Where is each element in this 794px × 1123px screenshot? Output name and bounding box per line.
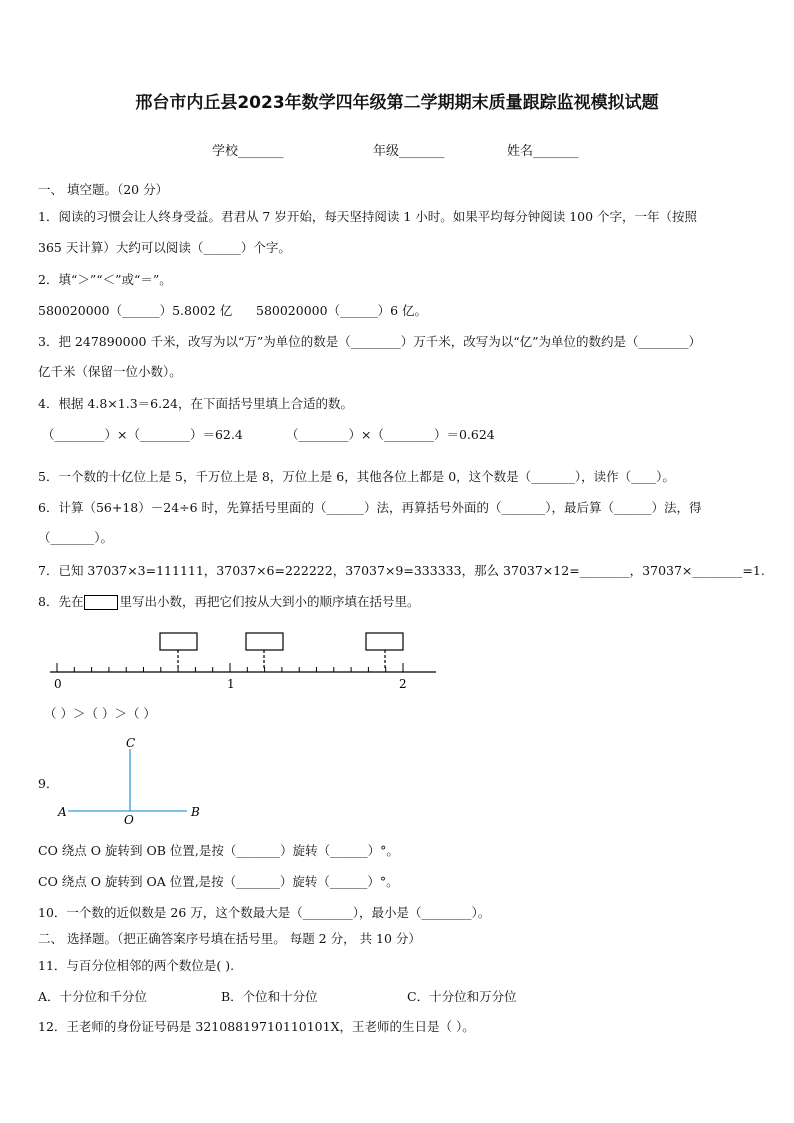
answer-box-1 xyxy=(160,633,197,650)
q12-line: 12．王老师的身份证号码是 32108819710110101X，王老师的生日是（ ）。 xyxy=(38,1019,475,1034)
school-field: 学校_______ xyxy=(212,144,284,159)
q2-line1: 2．填“＞”“＜”或“＝”。 xyxy=(38,272,172,287)
q7-line: 7．已知 37037×3=111111，37037×6=222222，37037×9=333333，那么 37037×12=________，37037×________=1. xyxy=(38,563,765,578)
q4-product-b: （________）×（________）＝0.624 xyxy=(286,427,495,442)
q11-stem: 11．与百分位相邻的两个数位是( ). xyxy=(38,958,235,973)
label-b: B xyxy=(191,805,200,819)
q9-line2: CO 绕点 O 旋转到 OA 位置,是按（_______）旋转（______）°。 xyxy=(38,874,399,889)
q1-line1: 1．阅读的习惯会让人终身受益。君君从 7 岁开始，每天坚持阅读 1 小时。如果平均每分钟阅读 100 个字，一年（按照 xyxy=(38,209,698,224)
number-line-figure xyxy=(40,625,450,695)
label-c: C xyxy=(126,736,136,750)
q11-option-b: B．个位和十分位 xyxy=(221,989,318,1004)
answer-box-3 xyxy=(366,633,403,650)
q2-compare-b: 580020000（______）6 亿。 xyxy=(256,303,428,318)
q6-line2: （_______）。 xyxy=(38,530,114,545)
q3-line2: 亿千米（保留一位小数）。 xyxy=(38,364,182,379)
angle-figure xyxy=(55,733,215,825)
q1-line2: 365 天计算）大约可以阅读（______）个字。 xyxy=(38,240,291,255)
q8-line xyxy=(38,594,419,610)
tick-label-0: 0 xyxy=(54,677,62,691)
q9-line1: CO 绕点 O 旋转到 OB 位置,是按（_______）旋转（______）°。 xyxy=(38,843,399,858)
q3-line1: 3．把 247890000 千米，改写为以“万”为单位的数是（________）万千米，改写为以“亿”为单位的数约是（________） xyxy=(38,334,702,349)
section-choice-heading: 二、 选择题。（把正确答案序号填在括号里。 每题 2 分， 共 10 分） xyxy=(38,931,421,946)
q8-order-line: （ ）＞（ ）＞（ ） xyxy=(44,706,156,721)
q11-option-a: A．十分位和千分位 xyxy=(38,989,148,1004)
answer-box-2 xyxy=(246,633,283,650)
name-field: 姓名_______ xyxy=(507,144,579,159)
q8-suffix: 里写出小数，再把它们按从大到小的顺序填在括号里。 xyxy=(119,594,420,609)
q2-compare-a: 580020000（______）5.8002 亿 xyxy=(38,303,233,318)
tick-label-2: 2 xyxy=(399,677,407,691)
label-a: A xyxy=(58,805,67,819)
q9-number: 9． xyxy=(38,776,59,791)
q8-inline-box xyxy=(84,595,118,610)
page-title: 邢台市内丘县2023年数学四年级第二学期期末质量跟踪监视模拟试题 xyxy=(135,93,659,113)
q4-product-a: （________）×（________）＝62.4 xyxy=(42,427,243,442)
q11-option-c: C．十分位和万分位 xyxy=(407,989,517,1004)
label-o: O xyxy=(124,813,134,825)
section-fill-blank-heading: 一、 填空题。（20 分） xyxy=(38,182,169,197)
q5-line: 5．一个数的十亿位上是 5，千万位上是 8，万位上是 6，其他各位上都是 0，这个数是（_______），读作（____）。 xyxy=(38,469,675,484)
q4-line1: 4．根据 4.8×1.3＝6.24，在下面括号里填上合适的数。 xyxy=(38,396,353,411)
q10-line: 10．一个数的近似数是 26 万，这个数最大是（________），最小是（________）。 xyxy=(38,905,491,920)
q8-prefix: 8．先在 xyxy=(38,594,84,609)
tick-label-1: 1 xyxy=(227,677,235,691)
q6-line1: 6．计算（56+18）－24÷6 时，先算括号里面的（______）法，再算括号外面的（_______），最后算（______）法，得 xyxy=(38,500,702,515)
grade-field: 年级_______ xyxy=(373,144,445,159)
